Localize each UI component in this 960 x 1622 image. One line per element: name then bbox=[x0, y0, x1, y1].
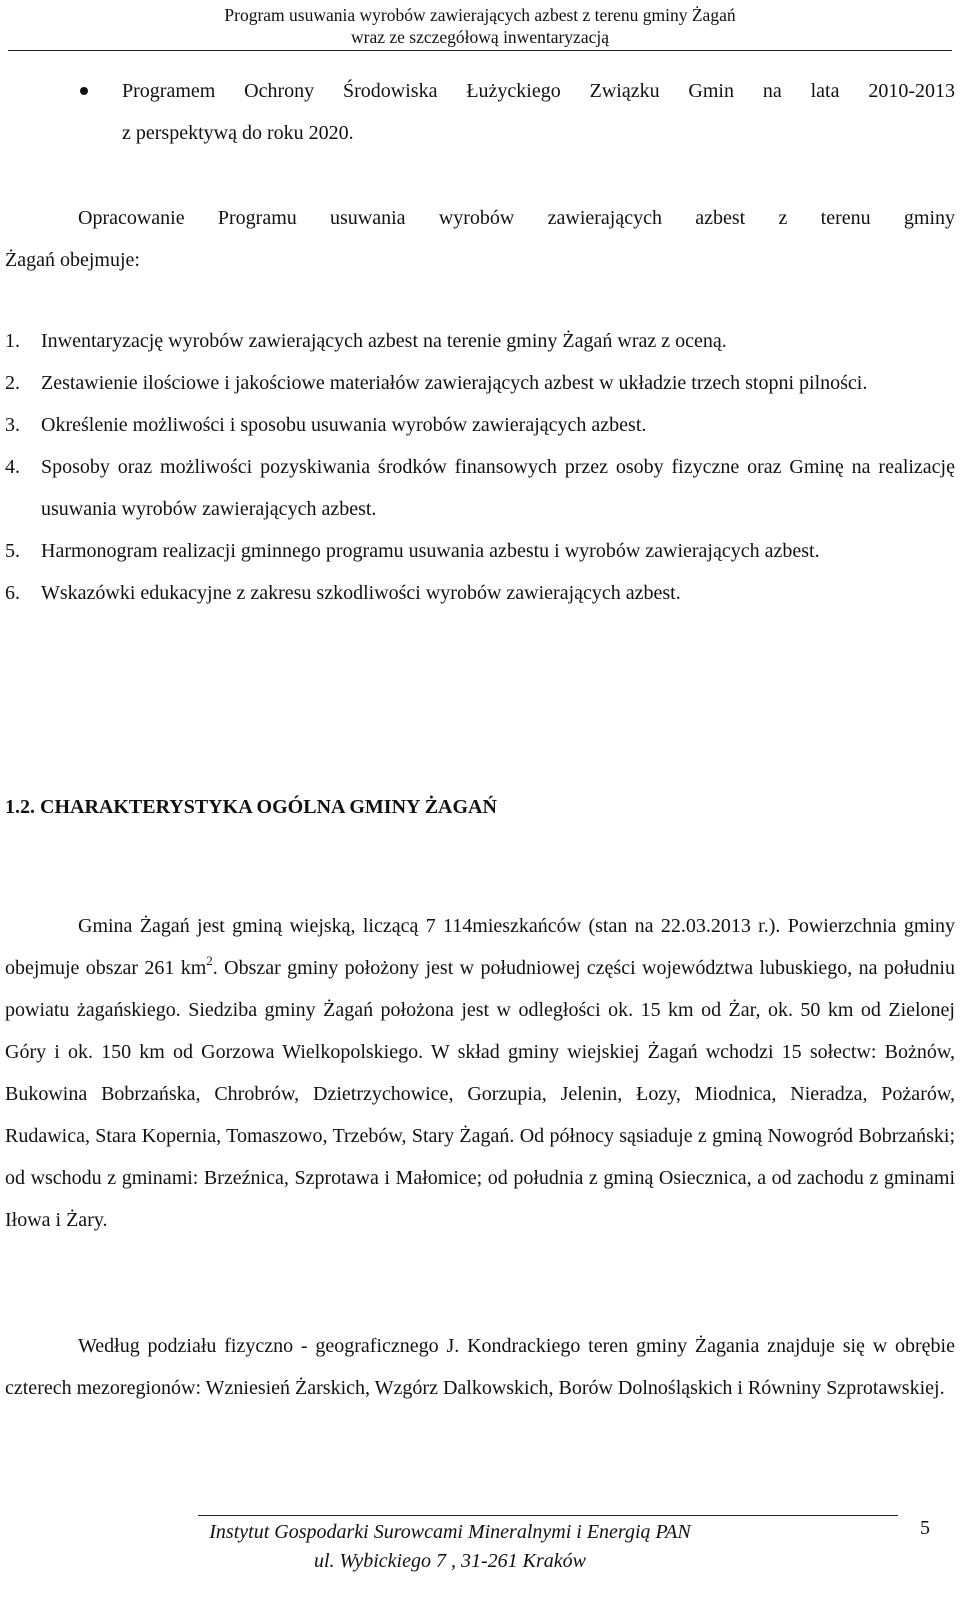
list-item-text: Określenie możliwości i sposobu usuwania wyrobów zawierających azbest. bbox=[41, 414, 647, 436]
geography-paragraph bbox=[5, 1325, 955, 1409]
footer-rule bbox=[198, 1515, 898, 1516]
scope-list bbox=[5, 320, 955, 614]
header-title-line-1: Program usuwania wyrobów zawierających azbest z terenu gminy Żagań bbox=[224, 5, 736, 25]
list-item-number: 1. bbox=[5, 330, 20, 352]
list-item-number: 3. bbox=[5, 414, 20, 436]
list-item bbox=[5, 530, 955, 572]
bullet-text-line-1: Programem Ochrony Środowiska Łużyckiego Związku Gmin na lata 2010-2013 bbox=[122, 80, 955, 102]
running-header bbox=[0, 4, 960, 48]
intro-line-2: Żagań obejmuje: bbox=[5, 249, 140, 271]
list-item bbox=[5, 320, 955, 362]
bullet-dot-icon bbox=[80, 87, 88, 95]
header-title-line-2: wraz ze szczegółową inwentaryzacją bbox=[351, 27, 609, 47]
list-item-number: 6. bbox=[5, 582, 20, 604]
paragraph-text-part-2: . Obszar gminy położony jest w południowej części województwa lubuskiego, na południu powiatu żagańskiego. Siedziba gminy Żagań położona jest w odległości ok. 15 km od Żar, ok. 50 km od Zielonej Góry i ok. 150 km od Gorzowa Wielkopolskiego. W skład gminy wiejskiej Żagań wchodzi 15 sołectw: Bożnów, Bukowina Bobrzańska, Chrobrów, Dzietrzychowice, Gorzupia, Jelenin, Łozy, Miodnica, Nieradza, Pożarów, Rudawica, Stara Kopernia, Tomaszowo, Trzebów, Stary Żagań. Od północy sąsiaduje z gminą Nowogród Bobrzański; od wschodu z gminami: Brzeźnica, Szprotawa i Małomice; od południa z gminą Osiecznica, a od zachodu z gminami Iłowa i Żary. bbox=[5, 957, 955, 1231]
section-heading: 1.2. CHARAKTERYSTYKA OGÓLNA GMINY ŻAGAŃ bbox=[5, 796, 497, 818]
list-item bbox=[5, 446, 955, 530]
list-item-text: Sposoby oraz możliwości pozyskiwania środków finansowych przez osoby fizyczne oraz Gminę na realizację usuwania wyrobów zawierających azbest. bbox=[41, 456, 955, 520]
characteristics-paragraph-text bbox=[5, 905, 955, 1241]
list-item-number: 2. bbox=[5, 372, 20, 394]
footer-institute: Instytut Gospodarki Surowcami Mineralnymi i Energią PAN bbox=[209, 1521, 691, 1543]
list-item-number: 4. bbox=[5, 456, 20, 478]
bullet-text-line-2: z perspektywą do roku 2020. bbox=[122, 122, 354, 144]
footer-address: ul. Wybickiego 7 , 31-261 Kraków bbox=[313, 1550, 586, 1572]
characteristics-paragraph bbox=[5, 905, 955, 1241]
paragraph-text-part-1: Gmina Żagań jest gminą wiejską, liczącą 7 114mieszkańców (stan na 22.03.2013 r.). Powierzchnia gminy obejmuje obszar 261 km bbox=[5, 915, 955, 979]
list-item bbox=[5, 404, 955, 446]
intro-paragraph bbox=[5, 197, 955, 281]
bullet-text bbox=[122, 70, 955, 154]
list-item-text: Harmonogram realizacji gminnego programu usuwania azbestu i wyrobów zawierających azbest. bbox=[41, 540, 820, 562]
list-item bbox=[5, 572, 955, 614]
intro-line-1: Opracowanie Programu usuwania wyrobów zawierających azbest z terenu gminy bbox=[78, 207, 955, 229]
list-item-text: Wskazówki edukacyjne z zakresu szkodliwości wyrobów zawierających azbest. bbox=[41, 582, 681, 604]
list-item bbox=[5, 362, 955, 404]
geography-paragraph-text: Według podziału fizyczno - geograficznego J. Kondrackiego teren gminy Żagania znajduje się w obrębie czterech mezoregionów: Wzniesień Żarskich, Wzgórz Dalkowskich, Borów Dolnośląskich i Równiny Szprotawskiej. bbox=[5, 1335, 955, 1399]
header-rule bbox=[8, 50, 952, 51]
superscript-2: 2 bbox=[206, 953, 213, 968]
list-item-number: 5. bbox=[5, 540, 20, 562]
page-number: 5 bbox=[920, 1517, 930, 1539]
list-item-text: Zestawienie ilościowe i jakościowe materiałów zawierających azbest w układzie trzech stopni pilności. bbox=[41, 372, 868, 394]
footer bbox=[130, 1518, 770, 1576]
list-item-text: Inwentaryzację wyrobów zawierających azbest na terenie gminy Żagań wraz z oceną. bbox=[41, 330, 727, 352]
